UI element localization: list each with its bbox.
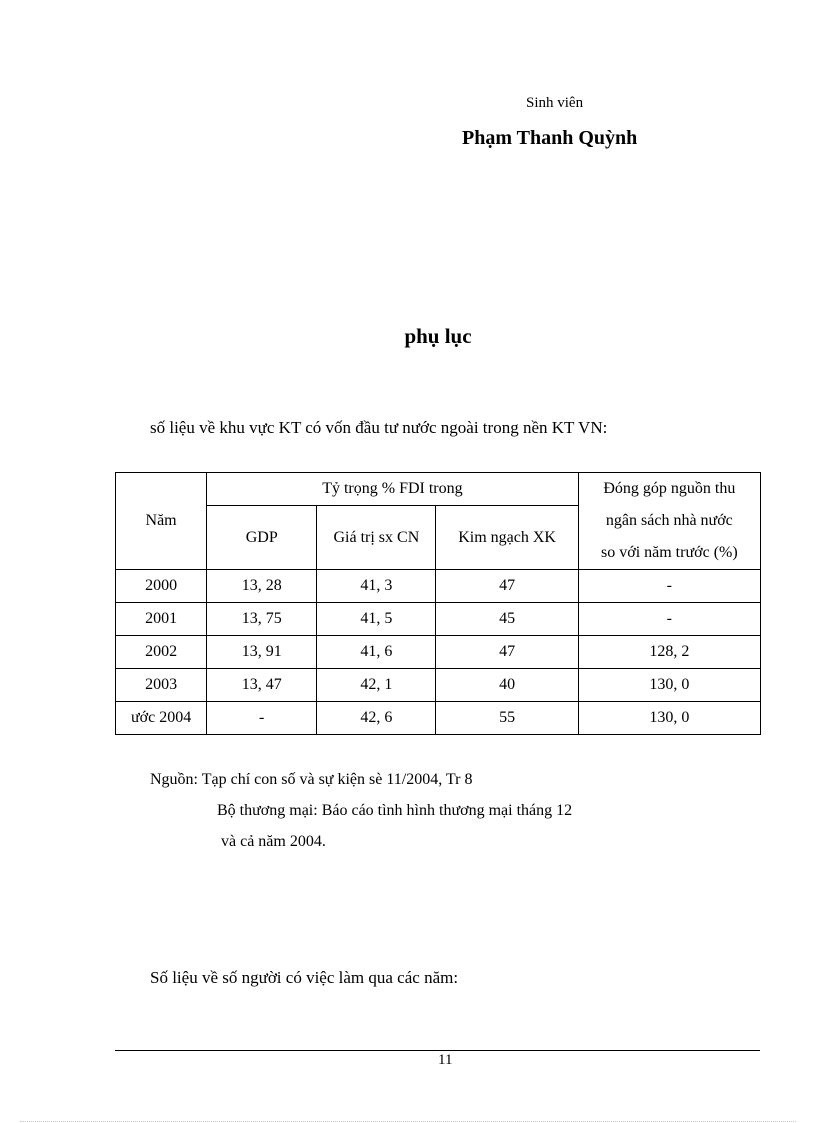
cell-gdp: -: [207, 702, 317, 735]
cell-year: 2002: [116, 636, 207, 669]
cell-export: 45: [436, 603, 578, 636]
source-note: [150, 764, 572, 857]
cell-budget: 130, 0: [578, 702, 760, 735]
source-line: và cả năm 2004.: [221, 833, 326, 850]
cell-budget: 128, 2: [578, 636, 760, 669]
section-title: phụ lục: [404, 324, 472, 348]
table-row: [116, 570, 761, 603]
cell-gdp: 13, 28: [207, 570, 317, 603]
cell-budget: 130, 0: [578, 669, 760, 702]
cell-industrial: 41, 3: [317, 570, 436, 603]
table-row: [116, 636, 761, 669]
cell-industrial: 41, 5: [317, 603, 436, 636]
header-industrial: Giá trị sx CN: [317, 506, 436, 570]
page-edge-divider: [20, 1121, 796, 1122]
cell-export: 40: [436, 669, 578, 702]
cell-industrial: 42, 6: [317, 702, 436, 735]
header-budget: [578, 473, 760, 570]
page-number: 11: [438, 1052, 453, 1068]
header-budget-line: ngân sách nhà nước: [605, 512, 733, 529]
employment-intro: Số liệu về số người có việc làm qua các năm:: [150, 968, 459, 987]
cell-budget: -: [578, 570, 760, 603]
cell-gdp: 13, 47: [207, 669, 317, 702]
cell-gdp: 13, 91: [207, 636, 317, 669]
table-row: [116, 669, 761, 702]
header-gdp: GDP: [207, 506, 317, 570]
cell-industrial: 42, 1: [317, 669, 436, 702]
cell-export: 55: [436, 702, 578, 735]
signature-name: Phạm Thanh Quỳnh: [462, 127, 638, 149]
table-intro: số liệu về khu vực KT có vốn đầu tư nước ngoài trong nền KT VN:: [150, 418, 608, 437]
cell-year: 2003: [116, 669, 207, 702]
source-line: Nguồn: Tạp chí con số và sự kiện sè 11/2004, Tr 8: [150, 771, 473, 788]
cell-year: 2001: [116, 603, 207, 636]
header-export: Kim ngạch XK: [436, 506, 578, 570]
cell-export: 47: [436, 636, 578, 669]
fdi-table: [115, 472, 761, 735]
table-header-row: [116, 473, 761, 506]
cell-export: 47: [436, 570, 578, 603]
source-line: Bộ thương mại: Báo cáo tình hình thương mại tháng 12: [217, 802, 573, 819]
header-budget-line: Đóng góp nguồn thu: [603, 480, 736, 497]
header-year: Năm: [116, 473, 207, 570]
cell-year: 2000: [116, 570, 207, 603]
header-group: Tỷ trọng % FDI trong: [207, 473, 579, 506]
footer-divider: [115, 1050, 760, 1051]
header-budget-line: so với năm trước (%): [601, 544, 738, 561]
table-row: [116, 702, 761, 735]
cell-industrial: 41, 6: [317, 636, 436, 669]
cell-budget: -: [578, 603, 760, 636]
signature-role: Sinh viên: [526, 95, 584, 111]
table-row: [116, 603, 761, 636]
cell-year: ước 2004: [116, 702, 207, 735]
cell-gdp: 13, 75: [207, 603, 317, 636]
